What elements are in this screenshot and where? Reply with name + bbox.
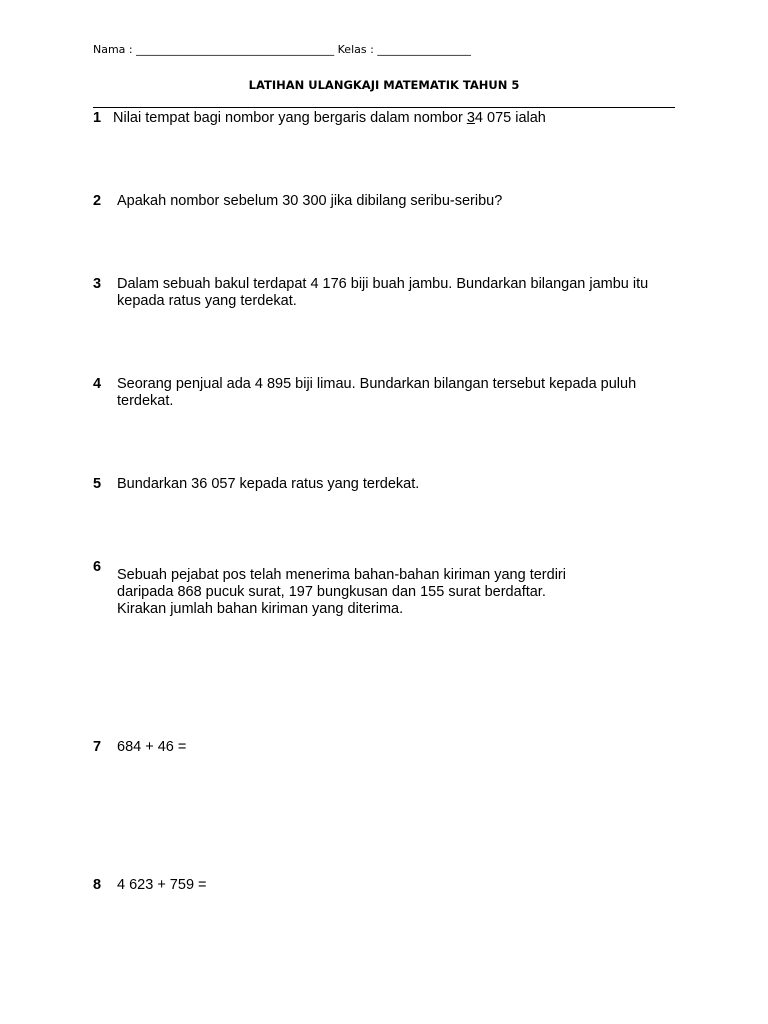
question-number: 2 [93,193,102,209]
kelas-field[interactable]: _________________ [377,43,471,56]
page-title: LATIHAN ULANGKAJI MATEMATIK TAHUN 5 [248,78,520,92]
question-text: 4 623 + 759 = [117,877,207,893]
title-divider [93,107,675,108]
question-text: Apakah nombor sebelum 30 300 jika dibilang seribu-seribu? [117,193,503,209]
question-text: 684 + 46 = [117,739,187,755]
question-text: Bundarkan 36 057 kepada ratus yang terdekat. [117,476,420,492]
kelas-label: Kelas : [337,43,374,56]
question-number: 6 [93,559,102,575]
question-number: 7 [93,739,102,755]
question-number: 5 [93,476,102,492]
nama-field[interactable]: ____________________________________ [136,43,335,56]
question-text: Dalam sebuah bakul terdapat 4 176 biji buah jambu. Bundarkan bilangan jambu itu kepada ratus yang terdekat. [117,276,649,309]
question-number: 1 [93,110,102,126]
student-info-line [93,43,471,56]
nama-label: Nama : [93,43,133,56]
question-number: 8 [93,877,102,893]
question-number: 4 [93,376,102,392]
question-text: Seorang penjual ada 4 895 biji limau. Bundarkan bilangan tersebut kepada puluh terdekat. [117,376,637,409]
question-text: Nilai tempat bagi nombor yang bergaris dalam nombor 34 075 ialah [113,110,546,126]
underlined-digit: 3 [466,110,475,126]
question-text: Sebuah pejabat pos telah menerima bahan-bahan kiriman yang terdiri daripada 868 pucuk surat, 197 bungkusan dan 155 surat berdaftar. Kirakan jumlah bahan kiriman yang diterima. [117,567,566,617]
question-number: 3 [93,276,102,292]
